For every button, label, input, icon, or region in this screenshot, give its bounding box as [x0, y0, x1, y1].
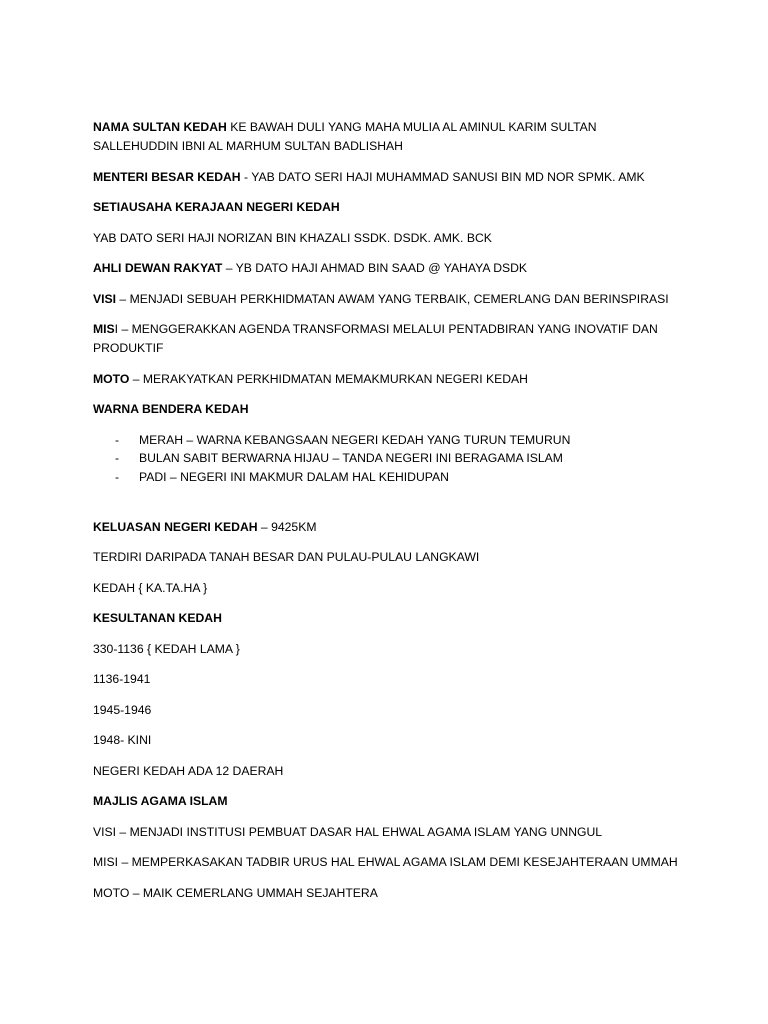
setiausaha-value: YAB DATO SERI HAJI NORIZAN BIN KHAZALI SSDK. DSDK. AMK. BCK	[93, 230, 492, 245]
misi-paragraph	[93, 320, 683, 358]
menteri-besar-paragraph	[93, 168, 683, 187]
keluasan-value: – 9425KM	[257, 519, 317, 534]
list-item-text: BULAN SABIT BERWARNA HIJAU – TANDA NEGERI INI BERAGAMA ISLAM	[139, 451, 563, 466]
bendera-list	[93, 431, 683, 487]
moto-label: MOTO	[93, 371, 130, 386]
daerah-paragraph: NEGERI KEDAH ADA 12 DAERAH	[93, 763, 284, 778]
moto-paragraph	[93, 370, 683, 389]
list-item-text: PADI – NEGERI INI MAKMUR DALAM HAL KEHIDUPAN	[139, 470, 449, 485]
dash-bullet: -	[115, 470, 120, 485]
document-page	[93, 118, 683, 914]
ahli-dewan-paragraph	[93, 259, 683, 278]
visi-value: – MENJADI SEBUAH PERKHIDMATAN AWAM YANG TERBAIK, CEMERLANG DAN BERINSPIRASI	[116, 291, 669, 306]
majlis-visi: VISI – MENJADI INSTITUSI PEMBUAT DASAR HAL EHWAL AGAMA ISLAM YANG UNNGUL	[93, 824, 603, 839]
dash-bullet: -	[115, 451, 120, 466]
setiausaha-heading: SETIAUSAHA KERAJAAN NEGERI KEDAH	[93, 200, 340, 214]
moto-value: – MERAKYATKAN PERKHIDMATAN MEMAKMURKAN NEGERI KEDAH	[129, 371, 528, 386]
dash-bullet: -	[115, 432, 120, 447]
kesultanan-heading: KESULTANAN KEDAH	[93, 611, 222, 626]
ahli-dewan-label: AHLI DEWAN RAKYAT	[93, 261, 223, 275]
list-item-text: MERAH – WARNA KEBANGSAAN NEGERI KEDAH YANG TURUN TEMURUN	[139, 432, 571, 447]
bendera-heading: WARNA BENDERA KEDAH	[93, 402, 249, 416]
nama-sultan-label: NAMA SULTAN KEDAH	[93, 120, 227, 134]
visi-paragraph	[93, 290, 683, 309]
visi-label: VISI	[93, 291, 117, 306]
kesultanan-period: 1948- KINI	[93, 733, 152, 748]
kesultanan-period: 1136-1941	[93, 672, 151, 687]
terdiri-paragraph: TERDIRI DARIPADA TANAH BESAR DAN PULAU-PULAU LANGKAWI	[93, 550, 480, 565]
menteri-besar-value: - YAB DATO SERI HAJI MUHAMMAD SANUSI BIN MD NOR SPMK. AMK	[240, 169, 645, 184]
nama-sultan-value: KE BAWAH DULI YANG MAHA MULIA AL AMINUL KARIM SULTAN SALLEHUDDIN IBNI AL MARHUM SULTAN BADLISHAH	[93, 120, 597, 153]
misi-value: I – MENGGERAKKAN AGENDA TRANSFORMASI MELALUI PENTADBIRAN YANG INOVATIF DAN PRODUKTIF	[93, 322, 658, 355]
ahli-dewan-value: – YB DATO HAJI AHMAD BIN SAAD @ YAHAYA DSDK	[222, 261, 528, 275]
kesultanan-period: 330-1136 { KEDAH LAMA }	[93, 641, 240, 656]
keluasan-label: KELUASAN NEGERI KEDAH	[93, 519, 258, 534]
kesultanan-period: 1945-1946	[93, 702, 152, 717]
list-item	[93, 468, 683, 487]
majlis-misi: MISI – MEMPERKASAKAN TADBIR URUS HAL EHWAL AGAMA ISLAM DEMI KESEJAHTERAAN UMMAH	[93, 855, 678, 870]
keluasan-paragraph	[93, 518, 683, 537]
list-item	[93, 449, 683, 468]
majlis-heading: MAJLIS AGAMA ISLAM	[93, 794, 228, 809]
misi-label: MIS	[93, 322, 115, 336]
menteri-besar-label: MENTERI BESAR KEDAH	[93, 169, 241, 184]
majlis-moto: MOTO – MAIK CEMERLANG UMMAH SEJAHTERA	[93, 885, 378, 900]
nama-sultan-paragraph	[93, 118, 683, 156]
list-item	[93, 431, 683, 450]
kataha-paragraph: KEDAH { KA.TA.HA }	[93, 580, 208, 595]
